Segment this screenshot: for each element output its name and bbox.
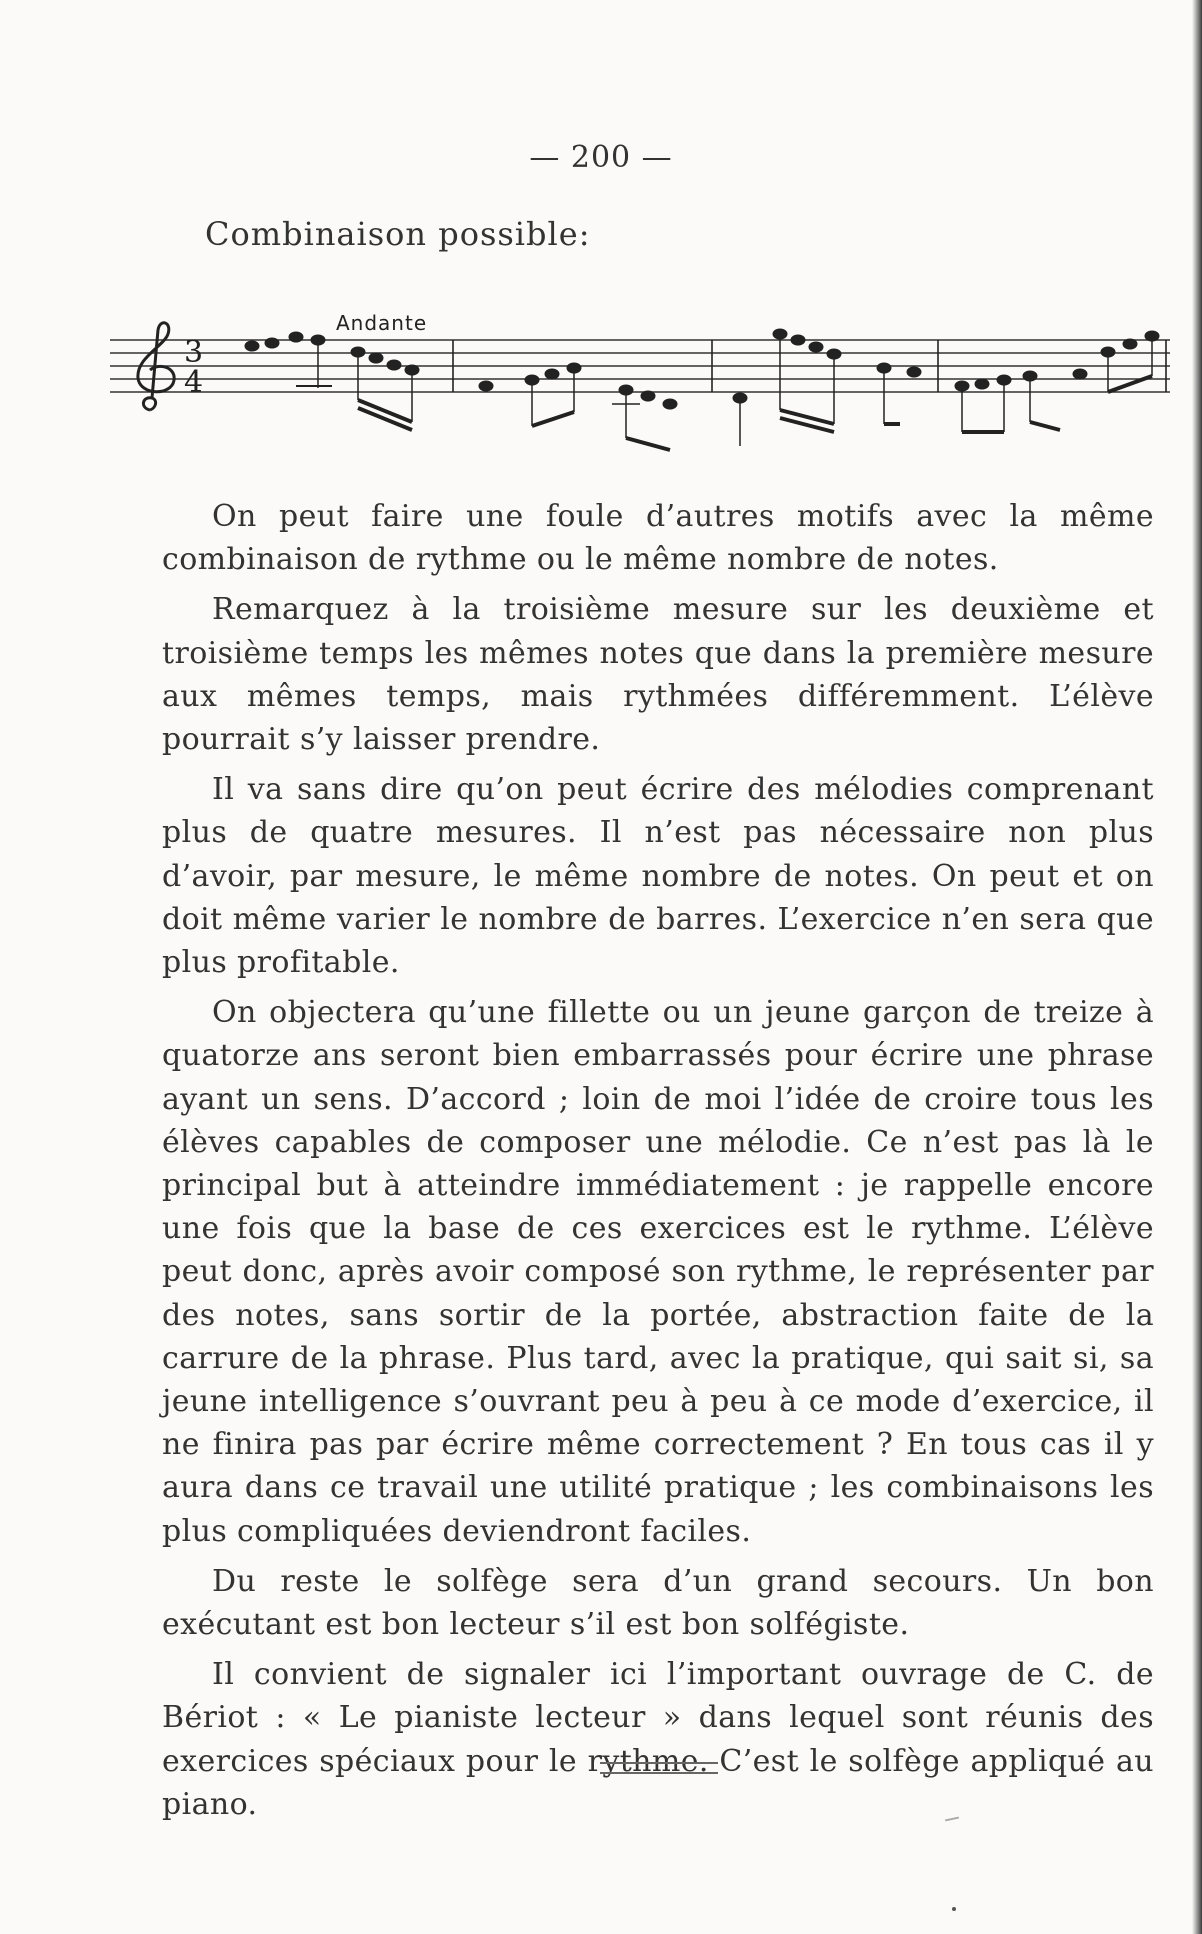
paragraph-1: On peut faire une foule d’autres motifs avec la même combinaison de rythme ou le même nombre de notes. <box>162 499 1154 578</box>
paragraph-4: On objectera qu’une fillette ou un jeune garçon de treize à quatorze ans seront bien embarrassés pour écrire une phrase ayant un sens. D’accord ; loin de moi l’idée de croire tous les élèves capables de composer une mélodie. Ce n’est pas là le principal but à atteindre immédiatement : je rappelle encore une fois que la base de ces exercices est le rythme. L’élève peut donc, après avoir composé son rythme, le représenter par des notes, sans sortir de la portée, abstraction faite de la carrure de la phrase. Plus tard, avec la pratique, qui sait si, sa jeune intelligence s’ouvrant peu à peu à ce mode d’exercice, il ne finira pas par écrire même correctement ? En tous cas il y aura dans ce travail une utilité pratique ; les combinaisons les plus compliquées deviendront faciles. <box>162 995 1154 1549</box>
measure-3-notes <box>733 329 921 446</box>
body-text <box>162 495 1154 1833</box>
measure-2-notes <box>479 363 677 450</box>
section-divider <box>600 1762 718 1774</box>
music-score <box>100 300 1180 460</box>
page-number: — 200 — <box>529 140 673 175</box>
print-dot <box>952 1907 956 1911</box>
paragraph-5: Du reste le solfège sera d’un grand secours. Un bon exécutant est bon lecteur s’il est bon solfégiste. <box>162 1563 1154 1643</box>
time-signature-top: 3 <box>184 335 204 370</box>
tempo-marking: Andante <box>336 311 428 335</box>
music-staff <box>100 300 1180 460</box>
paragraph-2: Remarquez à la troisième mesure sur les deuxième et troisième temps les mêmes notes que dans la première mesure aux mêmes temps, mais rythmées différemment. L’élève pourrait s’y laisser prendre. <box>162 592 1154 758</box>
paragraph-3: Il va sans dire qu’on peut écrire des mélodies comprenant plus de quatre mesures. Il n’est pas nécessaire non plus d’avoir, par mesure, le même nombre de notes. On peut et on doit même varier le nombre de barres. L’exercice n’en sera que plus profitable. <box>162 772 1154 981</box>
section-heading: Combinaison possible: <box>205 215 591 253</box>
measure-1-notes <box>245 332 419 430</box>
page-edge-shadow <box>1192 0 1202 1934</box>
time-signature-bottom: 4 <box>184 365 204 400</box>
paragraph-6: Il convient de signaler ici l’important ouvrage de C. de Bériot : « Le pianiste lecteur » dans lequel sont réunis des exercices spéciaux pour le rythme. C’est le solfège appliqué au piano. <box>162 1657 1154 1822</box>
measure-4-notes <box>955 331 1159 432</box>
